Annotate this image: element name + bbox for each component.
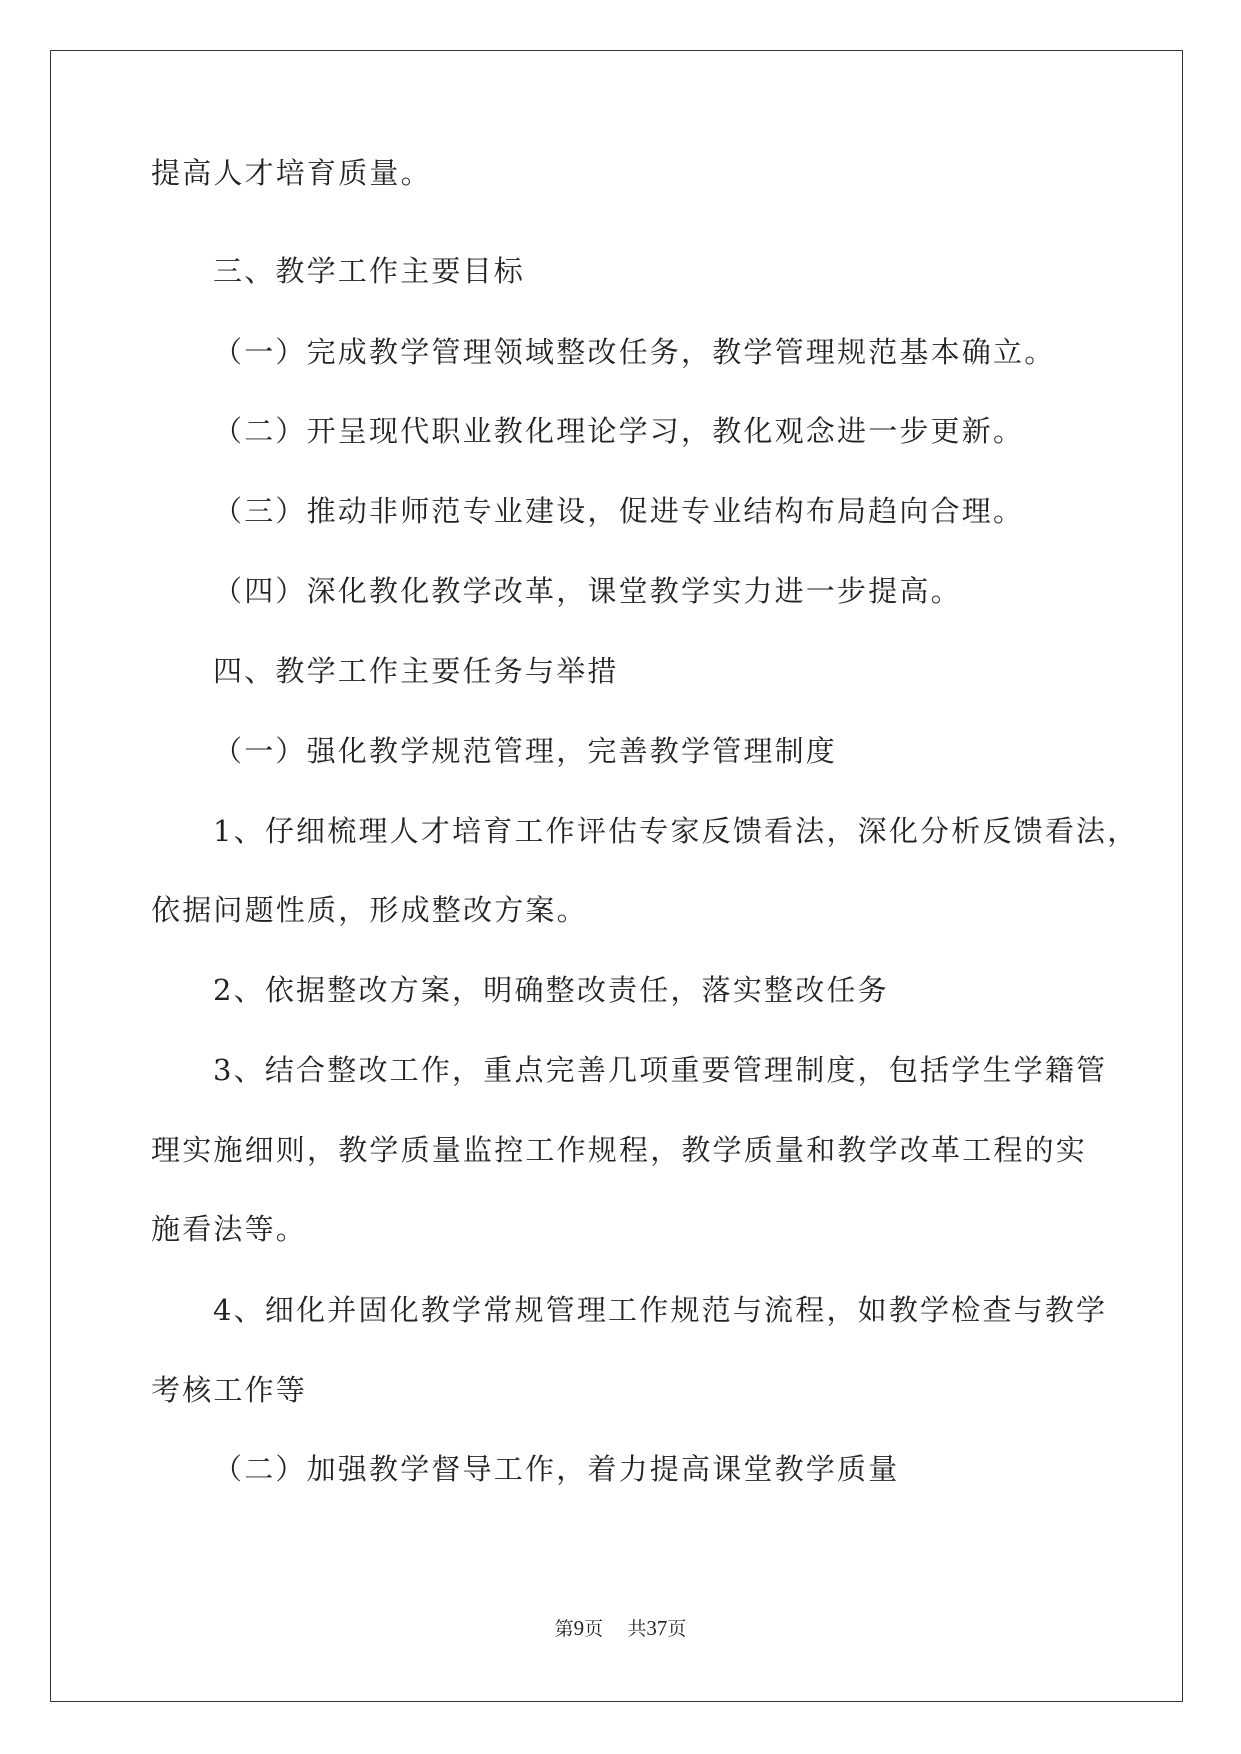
total-prefix: 共 [627, 1618, 647, 1640]
paragraph-line: 依据问题性质，形成整改方案。 [151, 893, 588, 927]
paragraph-line: 3、结合整改工作，重点完善几项重要管理制度，包括学生学籍管 [213, 1053, 1108, 1087]
paragraph-line: 2、依据整改方案，明确整改责任，落实整改任务 [213, 973, 889, 1007]
page-prefix: 第 [554, 1618, 574, 1640]
total-suffix: 页 [667, 1618, 687, 1640]
paragraph-line: 理实施细则，教学质量监控工作规程，教学质量和教学改革工程的实 [151, 1133, 1088, 1167]
paragraph-line: 4、细化并固化教学常规管理工作规范与流程，如教学检查与教学 [213, 1293, 1108, 1327]
page-suffix: 页 [584, 1618, 604, 1640]
paragraph-line: 提高人才培育质量。 [151, 156, 432, 190]
section-heading: 三、教学工作主要目标 [213, 254, 526, 288]
subsection-heading: （二）加强教学督导工作，着力提高课堂教学质量 [213, 1452, 900, 1486]
paragraph-line: （四）深化教化教学改革，课堂教学实力进一步提高。 [213, 574, 962, 608]
paragraph-line: （二）开呈现代职业教化理论学习，教化观念进一步更新。 [213, 414, 1025, 448]
paragraph-line: 1、仔细梳理人才培育工作评估专家反馈看法，深化分析反馈看法， [213, 814, 1139, 848]
section-heading: 四、教学工作主要任务与举措 [213, 654, 619, 688]
paragraph-line: （三）推动非师范专业建设，促进专业结构布局趋向合理。 [213, 494, 1025, 528]
subsection-heading: （一）强化教学规范管理，完善教学管理制度 [213, 734, 838, 768]
paragraph-line: 考核工作等 [151, 1373, 308, 1407]
page-number: 9 [573, 1616, 585, 1640]
total-pages: 37 [646, 1616, 668, 1640]
paragraph-line: （一）完成教学管理领域整改任务，教学管理规范基本确立。 [213, 335, 1056, 369]
page-footer [0, 1616, 1241, 1641]
paragraph-line: 施看法等。 [151, 1212, 308, 1246]
